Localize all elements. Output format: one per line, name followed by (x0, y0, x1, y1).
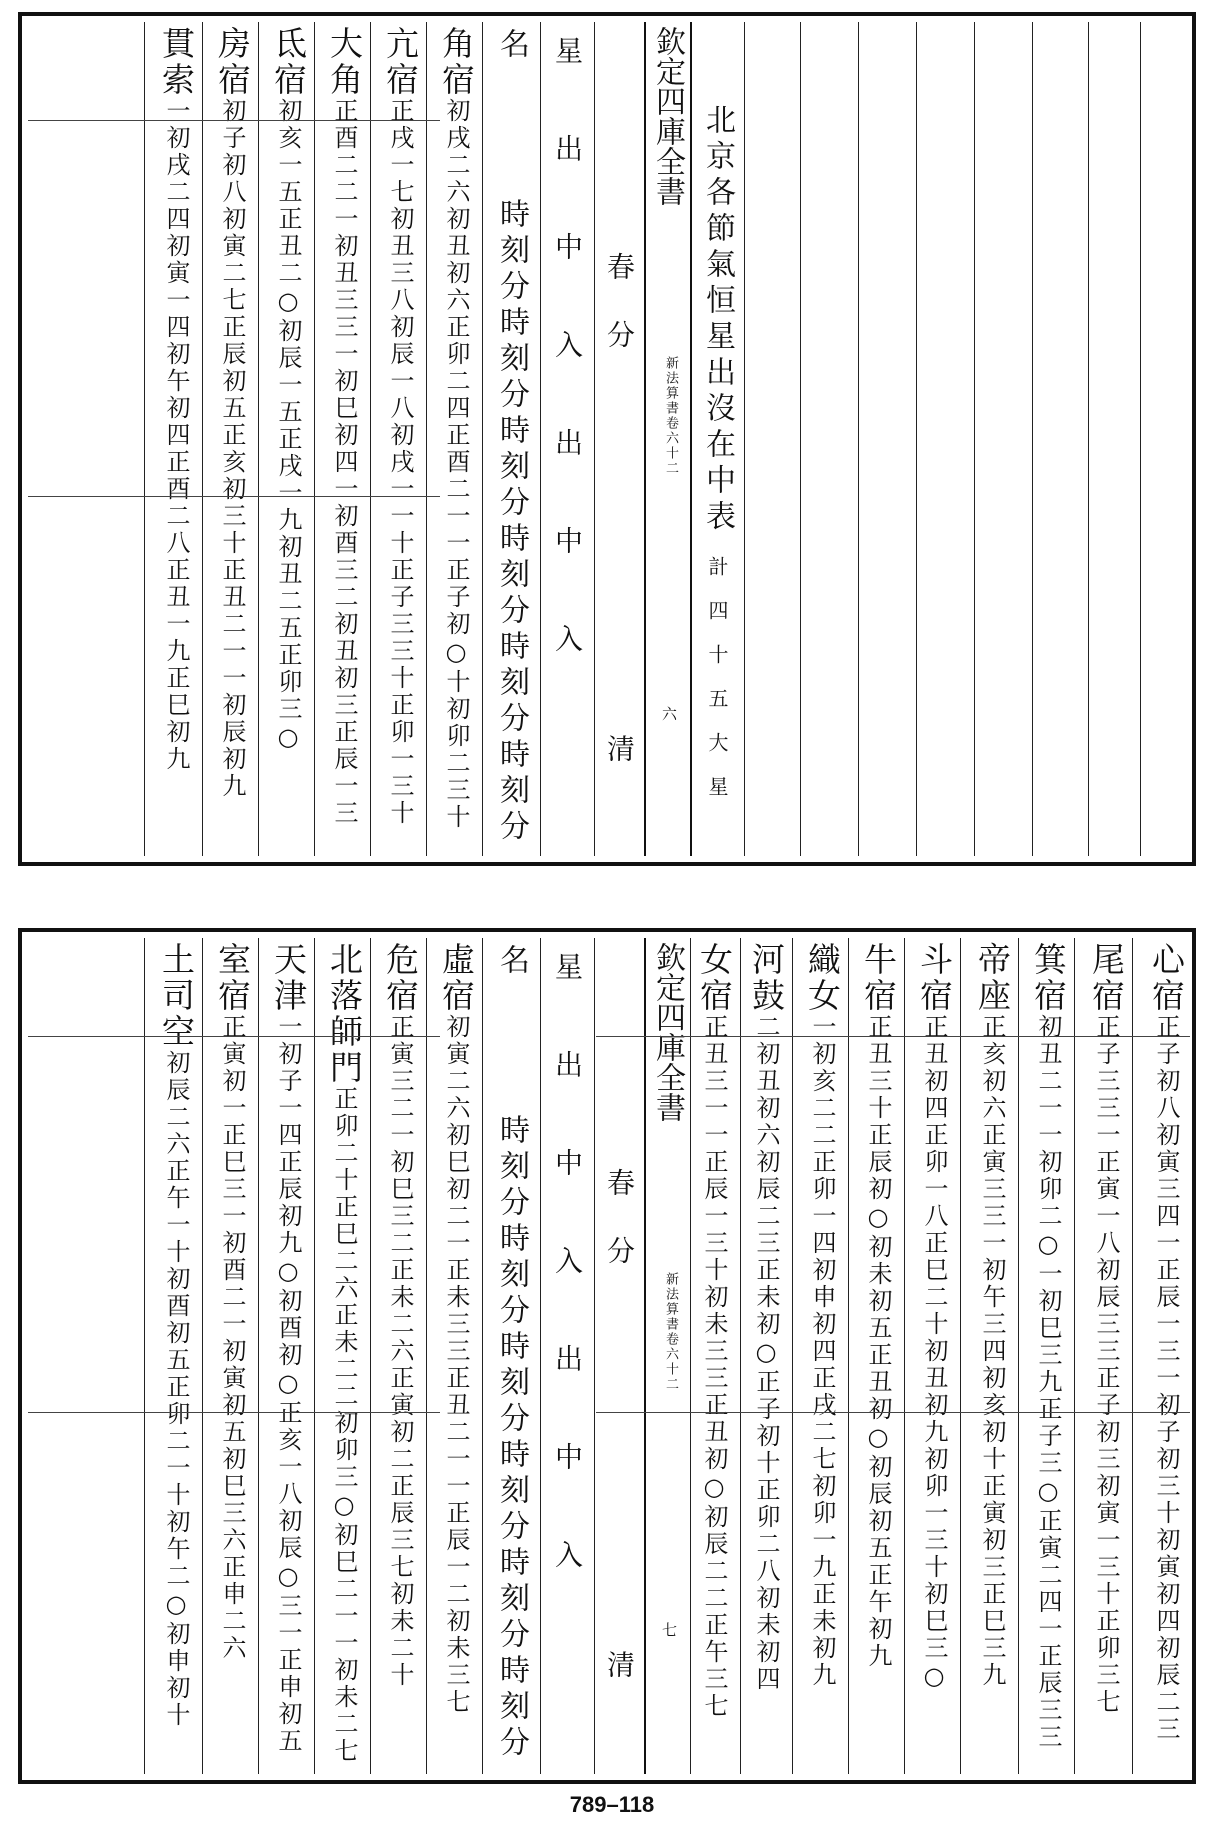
upper-page (18, 12, 1196, 866)
star-name: 織女 (803, 942, 842, 1014)
star-values: 一初子一四正辰初九○初酉初○正亥一八初辰○三一正申初五 (274, 1014, 302, 1755)
blank-column (1032, 22, 1088, 856)
season-column (594, 938, 644, 1774)
star-name: 心宿 (1147, 942, 1186, 1014)
star-values: 初子初八初寅二七正辰初五正亥初三十正丑二一一初辰初九 (218, 98, 246, 800)
lower-page (18, 928, 1196, 1784)
star-column (370, 938, 426, 1774)
book-series-title: 欽定四庫全書 (644, 22, 690, 856)
star-column (258, 22, 314, 856)
star-name: 貫索 (157, 26, 196, 98)
star-name: 危宿 (381, 942, 420, 1014)
star-column (690, 938, 740, 1774)
star-column (370, 22, 426, 856)
folio-number: 789–118 (569, 1792, 655, 1817)
star-name: 箕宿 (1029, 942, 1068, 1014)
star-name: 土司空 (157, 942, 196, 1050)
star-values: 初丑二一一初卯二○一初巳三九正子三○正寅二四一正辰三三 (1034, 1014, 1062, 1751)
unit-cells: 時刻分時刻分時刻分時刻分時刻分時刻分 (494, 1114, 529, 1762)
volume-note: 新法算書卷六十二 (663, 1272, 678, 1392)
star-name: 女宿 (695, 942, 734, 1014)
volume-note: 新法算書卷六十二 (663, 356, 678, 476)
star-name: 牛宿 (859, 942, 898, 1014)
star-column (144, 22, 202, 856)
star-values: 正子三三一正寅一八初辰三三正子初三初寅一三十正卯三七 (1092, 1014, 1120, 1716)
star-name: 河鼓 (747, 942, 786, 1014)
name-label: 名 (494, 28, 529, 68)
unit-cells: 時刻分時刻分時刻分時刻分時刻分時刻分 (494, 198, 529, 846)
star-values: 一初戌二四初寅一四初午初四正酉二八正丑一九正巳初九 (162, 98, 190, 773)
star-values: 一初亥二二正卯一四初申初四正戌二七初卯一九正未初九 (808, 1014, 836, 1689)
star-column (740, 938, 792, 1774)
star-column (1132, 938, 1192, 1774)
star-name: 氐宿 (269, 26, 308, 98)
star-name: 室宿 (213, 942, 252, 1014)
star-column (314, 938, 370, 1774)
star-values: 正酉二二一初丑三三一初巳初四一初酉三二初丑初三正辰一三 (330, 98, 358, 827)
star-column (848, 938, 904, 1774)
title-note: 計四十五大星 (705, 556, 729, 820)
page-number: 六 (660, 706, 678, 723)
row-rule (28, 1412, 440, 1413)
row-rule (596, 1036, 1190, 1037)
row-rule (28, 496, 440, 497)
star-column (904, 938, 960, 1774)
star-column (1074, 938, 1132, 1774)
blank-column (974, 22, 1032, 856)
star-values: 初戌二六初丑初六正卯二四正酉二一一正子初○十初卯二三十 (442, 98, 470, 831)
star-name: 虛宿 (437, 942, 476, 1014)
star-name: 角宿 (437, 26, 476, 98)
star-values: 正丑三十正辰初○初未初五正丑初○初辰初五正午初九 (864, 1014, 892, 1670)
blank-column (916, 22, 974, 856)
star-name: 尾宿 (1087, 942, 1126, 1014)
star-values: 正亥初六正寅三三一初午三四初亥初十正寅初三正巳三九 (978, 1014, 1006, 1689)
star-name: 天津 (269, 942, 308, 1014)
event-header: 星出中入出中入 (540, 22, 594, 856)
season-2: 清 (603, 734, 636, 802)
star-values: 初寅二六初巳初二一正未三三正丑二一一正辰一二初未三七 (442, 1014, 470, 1716)
blank-column (1140, 22, 1192, 856)
star-name: 大角 (325, 26, 364, 98)
row-rule (28, 120, 440, 121)
star-values: 正寅三二一初巳三二正未二六正寅初二正辰三七初未二十 (386, 1014, 414, 1689)
blank-column (800, 22, 858, 856)
star-values: 正子初八初寅三四一正辰一三一初子初三十初寅初四初辰二三 (1152, 1014, 1180, 1743)
book-series-title: 欽定四庫全書 (644, 938, 690, 1774)
blank-column (858, 22, 916, 856)
star-values: 正寅初一正巳三一初酉二一初寅初五初巳三六正申二六 (218, 1014, 246, 1662)
star-values: 正丑三一一正辰一三十初未三三正丑初○初辰二二正午三七 (700, 1014, 728, 1720)
row-rule (596, 1412, 1190, 1413)
star-name: 北落師門 (325, 942, 364, 1086)
star-column (144, 938, 202, 1774)
star-column (1018, 938, 1074, 1774)
star-column (792, 938, 848, 1774)
season-2: 清 (603, 1650, 636, 1718)
star-values: 二初丑初六初辰二三正未初○正子初十正卯二八初未初四 (752, 1014, 780, 1693)
star-column (314, 22, 370, 856)
blank-column (1088, 22, 1140, 856)
star-values: 正卯二十正巳二六正未二二初卯三○初巳二一一初未二七 (330, 1086, 358, 1765)
star-column (426, 938, 482, 1774)
star-name: 房宿 (213, 26, 252, 98)
star-values: 初辰二六正午一十初酉初五正卯二一十初午二○初申初十 (162, 1050, 190, 1729)
star-column (202, 938, 258, 1774)
table-title: 北京各節氣恒星出沒在中表 (690, 22, 744, 856)
blank-column (744, 22, 800, 856)
page-number: 七 (660, 1622, 678, 1639)
name-label: 名 (494, 944, 529, 984)
star-column (426, 22, 482, 856)
season-column (594, 22, 644, 856)
unit-header-column (482, 22, 540, 856)
row-rule (28, 1036, 440, 1037)
season-1: 春分 (603, 1168, 636, 1304)
star-values: 正戌一七初丑三八初辰一八初戌一一十正子三三十正卯一三十 (386, 98, 414, 827)
star-values: 正丑初四正卯一八正巳二十初丑初九初卯一三十初巳三○ (920, 1014, 948, 1693)
star-column (258, 938, 314, 1774)
star-name: 帝座 (973, 942, 1012, 1014)
star-name: 亢宿 (381, 26, 420, 98)
unit-header-column (482, 938, 540, 1774)
star-column (960, 938, 1018, 1774)
star-name: 斗宿 (915, 942, 954, 1014)
event-header: 星出中入出中入 (540, 938, 594, 1774)
season-1: 春分 (603, 252, 636, 388)
star-values: 初亥一五正丑二○初辰一五正戌一九初丑二五正卯三○ (274, 98, 302, 754)
star-column (202, 22, 258, 856)
